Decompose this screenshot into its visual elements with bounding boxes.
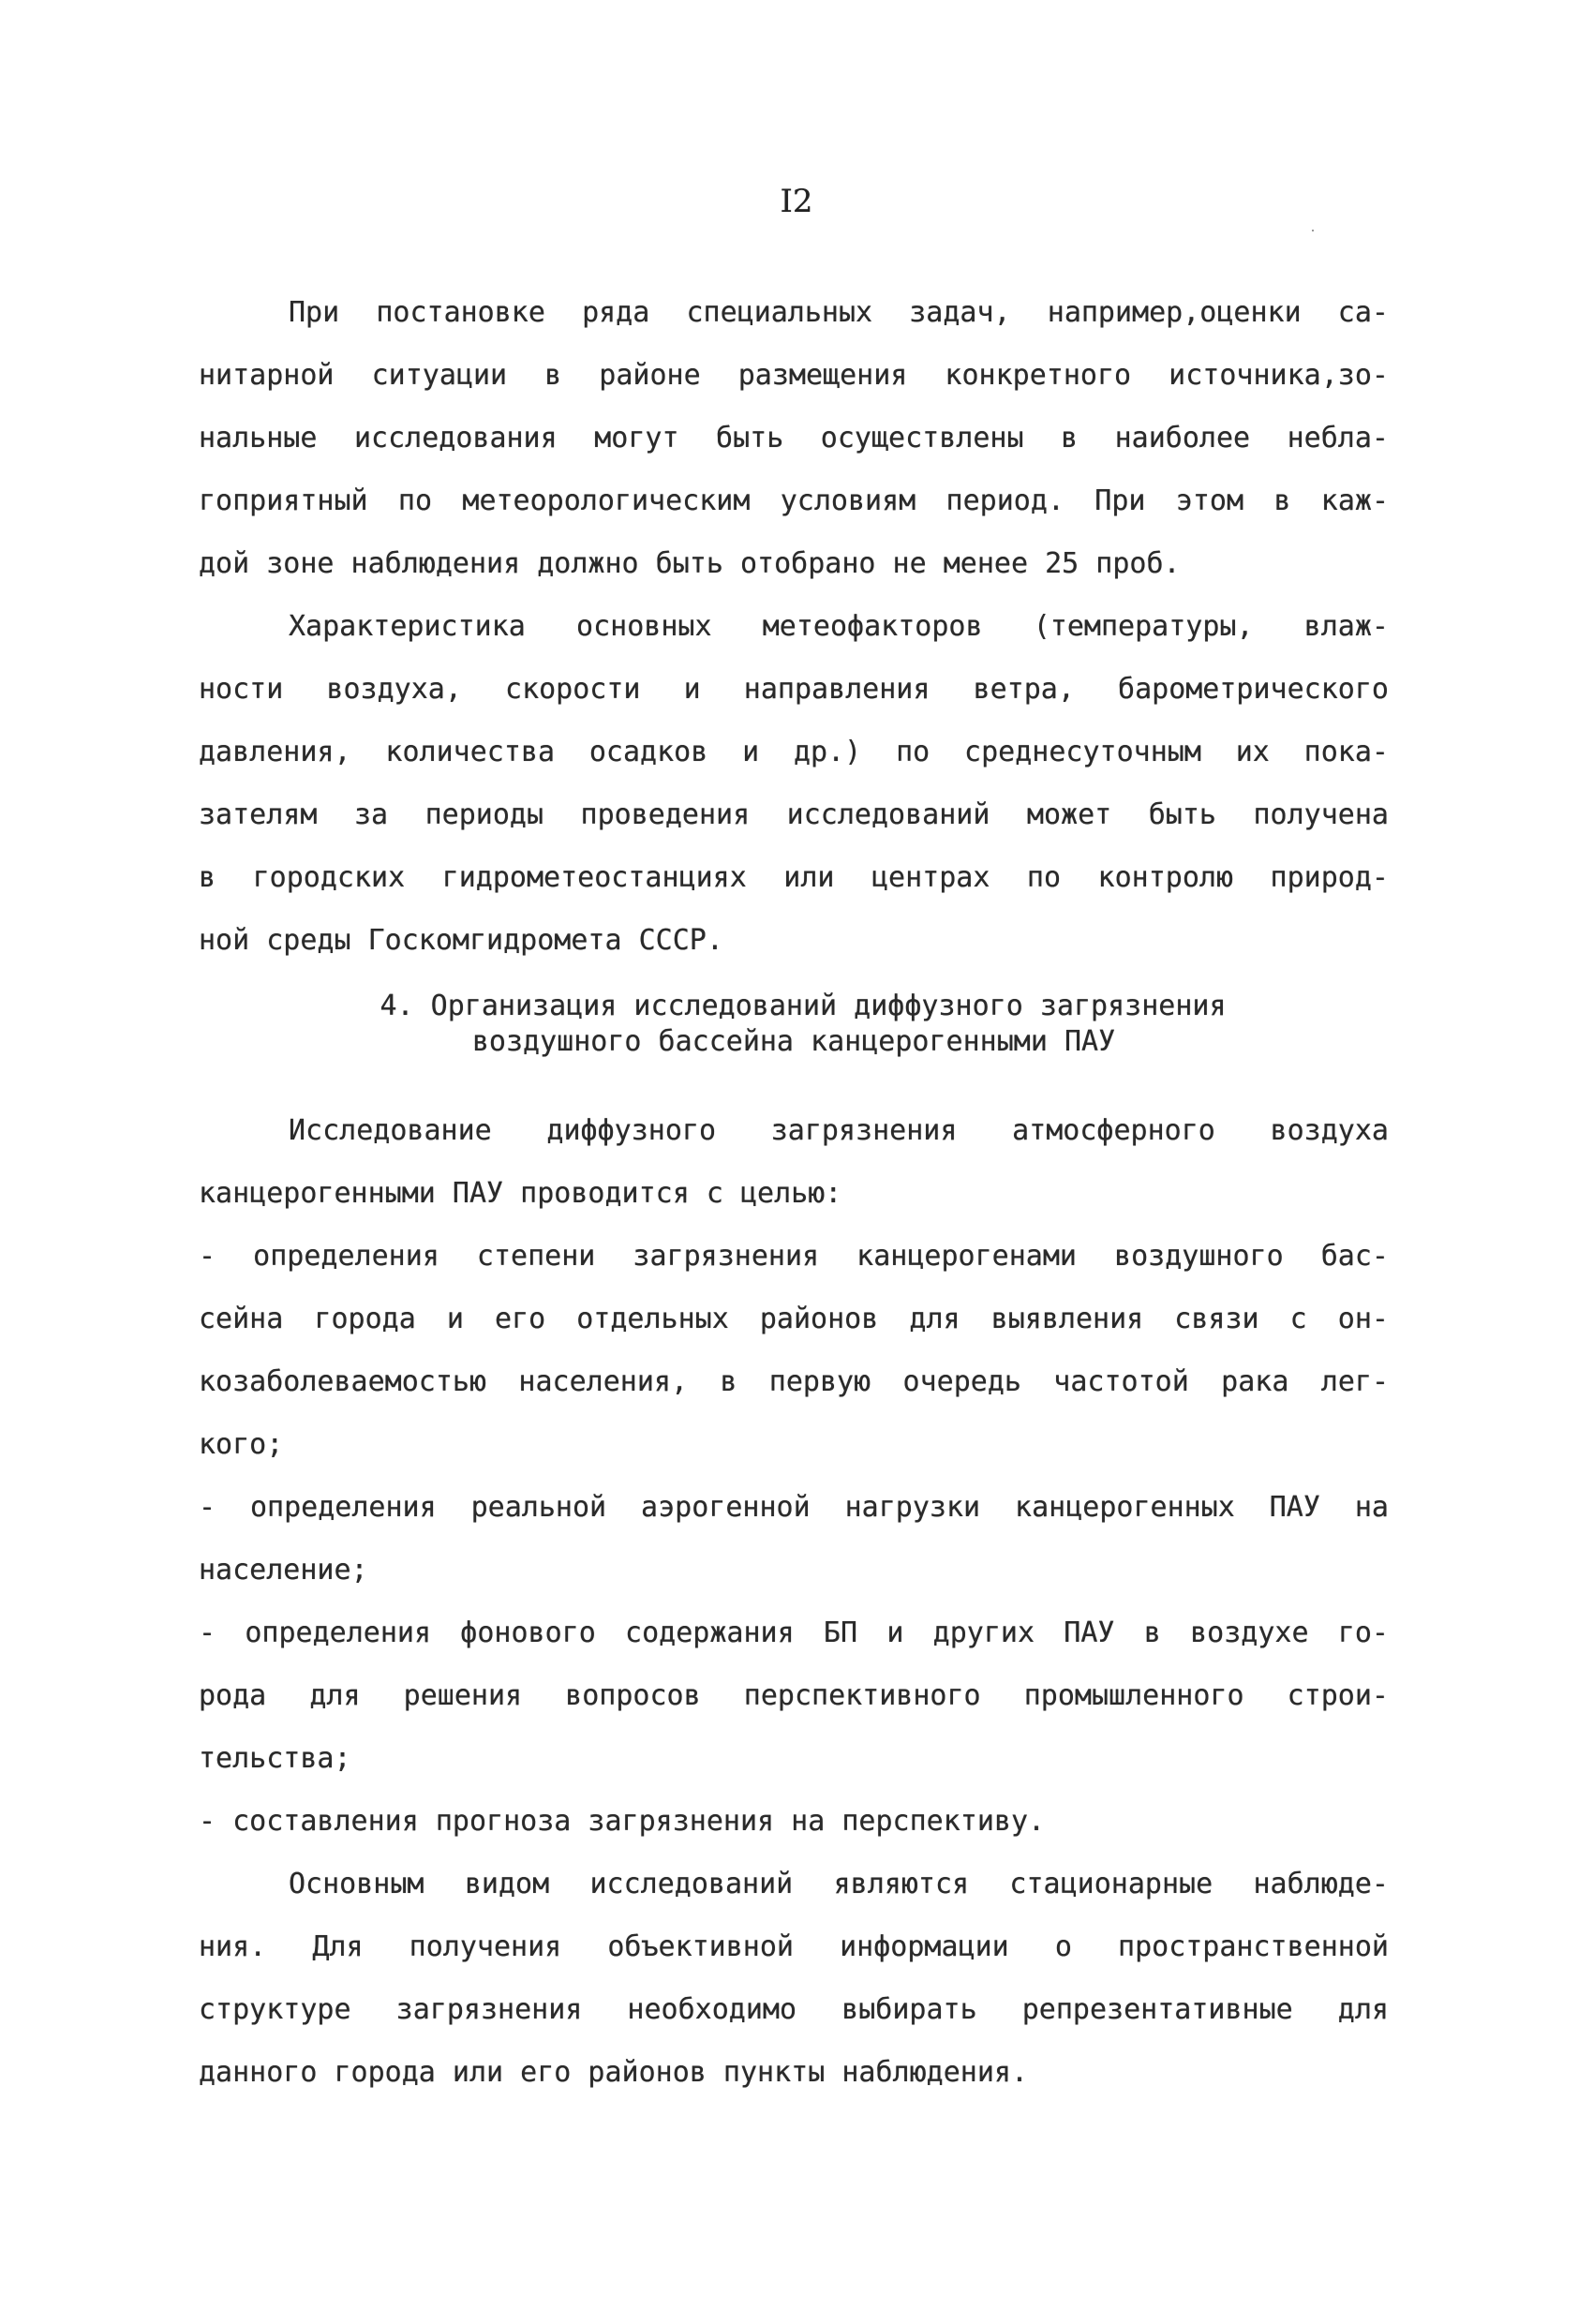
text-line: дой зоне наблюдения должно быть отобрано не менее 25 проб. xyxy=(199,547,1181,580)
list-item xyxy=(199,1476,1389,1601)
text-line: сейна города и его отдельных районов для выявления связи с он- xyxy=(199,1303,1389,1335)
text-line: нитарной ситуации в районе размещения конкретного источника,зо- xyxy=(199,359,1389,392)
page-number: I2 xyxy=(780,183,813,220)
text-line: зателям за периоды проведения исследований может быть получена xyxy=(199,798,1389,831)
text-line: рода для решения вопросов перспективного промышленного строи- xyxy=(199,1679,1389,1712)
paragraph-sanitary-situation xyxy=(199,281,1389,595)
text-line: канцерогенными ПАУ проводится с целью: xyxy=(199,1177,842,1210)
text-line: ности воздуха, скорости и направления ветра, барометрического xyxy=(199,673,1389,706)
text-line: нальные исследования могут быть осуществлены в наиболее небла- xyxy=(199,422,1389,454)
text-line: - определения фонового содержания БП и других ПАУ в воздухе го- xyxy=(199,1616,1389,1649)
text-line: Исследование диффузного загрязнения атмосферного воздуха xyxy=(289,1114,1389,1147)
text-line: Характеристика основных метеофакторов (температуры, влаж- xyxy=(289,610,1389,643)
section-heading-line: воздушного бассейна канцерогенными ПАУ xyxy=(471,1025,1116,1058)
text-line: - определения реальной аэрогенной нагрузки канцерогенных ПАУ на xyxy=(199,1491,1389,1524)
text-line: население; xyxy=(199,1554,368,1587)
text-line: структуре загрязнения необходимо выбирать репрезентативные для xyxy=(199,1993,1389,2026)
text-line: При постановке ряда специальных задач, например,оценки са- xyxy=(289,296,1389,329)
text-line: ной среды Госкомгидромета СССР. xyxy=(199,924,723,957)
paragraph-purpose xyxy=(199,1099,1389,1225)
text-line: тельства; xyxy=(199,1742,351,1775)
text-line: - составления прогноза загрязнения на перспективу. xyxy=(199,1805,1046,1838)
text-line: давления, количества осадков и др.) по среднесуточным их пока- xyxy=(199,736,1389,768)
text-line: Основным видом исследований являются стационарные наблюде- xyxy=(289,1868,1389,1900)
text-line: гоприятный по метеорологическим условиям период. При этом в каж- xyxy=(199,484,1389,517)
purpose-list xyxy=(199,1225,1389,1853)
list-item xyxy=(199,1601,1389,1790)
text-line: данного города или его районов пункты наблюдения. xyxy=(199,2056,1029,2089)
document-body xyxy=(199,281,1389,2104)
paragraph-meteofactors xyxy=(199,595,1389,972)
paragraph-stationary-observations xyxy=(199,1853,1389,2104)
text-line: - определения степени загрязнения канцерогенами воздушного бас- xyxy=(199,1240,1389,1273)
list-item xyxy=(199,1225,1389,1476)
text-line: в городских гидрометеостанциях или центрах по контролю природ- xyxy=(199,861,1389,894)
text-line: кого; xyxy=(199,1428,284,1461)
list-item xyxy=(199,1790,1389,1853)
section-heading-line: 4. Организация исследований диффузного загрязнения xyxy=(380,990,1227,1022)
margin-mark xyxy=(1312,230,1314,231)
section-heading xyxy=(199,989,1389,1060)
text-line: ния. Для получения объективной информации о пространственной xyxy=(199,1930,1389,1963)
text-line: козаболеваемостью населения, в первую очередь частотой рака лег- xyxy=(199,1365,1389,1398)
